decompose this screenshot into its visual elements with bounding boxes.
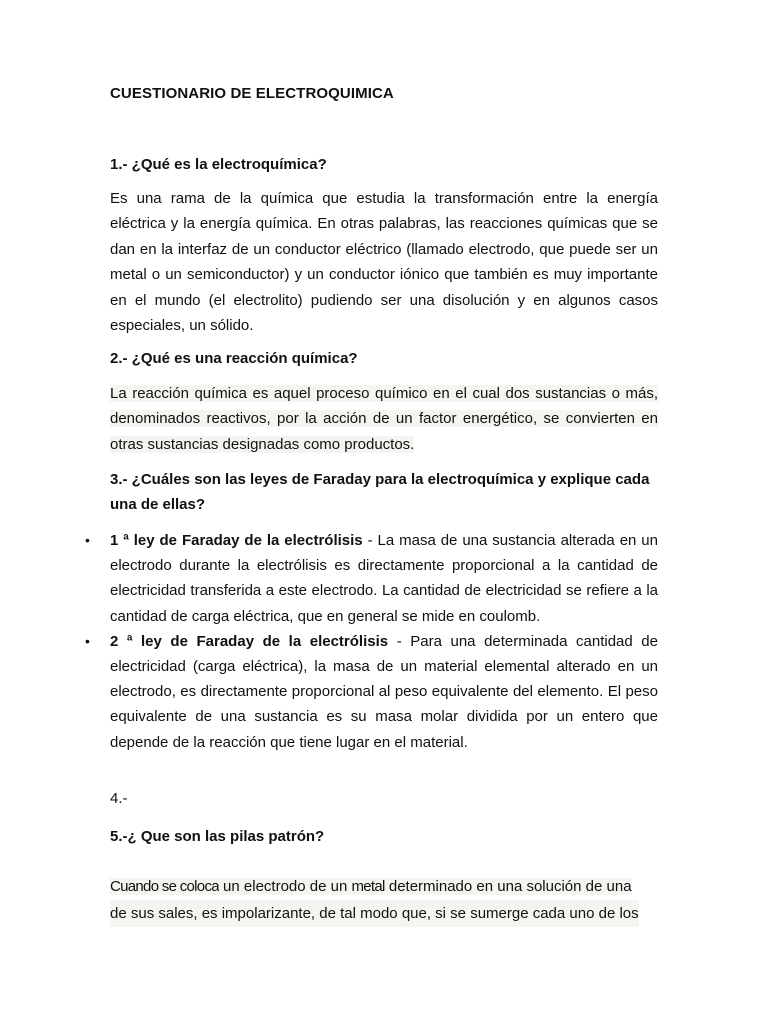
document-title: CUESTIONARIO DE ELECTROQUIMICA	[110, 85, 394, 102]
bullet-icon: •	[85, 632, 90, 649]
answer-5-part-a: Cuando se coloca	[110, 878, 219, 895]
answer-5-line-2: de sus sales, es impolarizante, de tal modo que, si se sumerge cada uno de los	[110, 900, 639, 927]
answer-5-line-1	[110, 873, 658, 900]
question-4: 4.-	[110, 790, 128, 807]
answer-5	[110, 873, 658, 927]
answer-1: Es una rama de la química que estudia la transformación entre la energía eléctrica y la energía química. En otras palabras, las reacciones químicas que se dan en la interfaz de un conductor eléctrico (llamado electrodo, que puede ser un metal o un semiconductor) y un conductor iónico que también es muy importante en el mundo (el electrolito) pudiendo ser una disolución y en algunos casos especiales, un sólido.	[110, 190, 658, 335]
question-2: 2.- ¿Qué es una reacción química?	[110, 350, 358, 367]
law-1-name: 1 ª ley de Faraday de la electrólisis	[110, 532, 363, 549]
question-3: 3.- ¿Cuáles son las leyes de Faraday para la electroquímica y explique cada una de ellas?	[110, 471, 650, 513]
law-1-text: - La masa de una sustancia alterada en un electrodo durante la electrólisis es directamente proporcional a la cantidad de electricidad transferida a este electrodo. La cantidad de electricidad se refiere a la cantidad de carga eléctrica, que en general se mide en coulomb.	[110, 532, 658, 625]
answer-2	[110, 381, 658, 457]
answer-5-part-b: un electrodo de un	[218, 878, 352, 895]
list-item-law-2	[85, 629, 658, 755]
list-item-law-1	[85, 528, 658, 629]
question-1: 1.- ¿Qué es la electroquímica?	[110, 156, 327, 173]
law-2-name: 2 ª ley de Faraday de la electrólisis	[110, 632, 389, 650]
answer-2-text: La reacción química es aquel proceso químico en el cual dos sustancias o más, denominados reactivos, por la acción de un factor energético, se convierten en otras sustancias designadas como productos.	[110, 385, 658, 453]
bullet-icon: •	[85, 532, 90, 548]
question-5: 5.-¿ Que son las pilas patrón?	[110, 828, 325, 845]
faraday-laws-list	[85, 528, 658, 755]
answer-5-part-c: metal	[351, 878, 385, 895]
law-2-text: - Para una determinada cantidad de electricidad (carga eléctrica), la masa de un material elemental alterado en un electrodo, es directamente proporcional al peso equivalente del elemento. El peso equivalente de una sustancia es su masa molar dividida por un entero que depende de la reacción que tiene lugar en el material.	[110, 632, 658, 751]
answer-5-part-d: determinado en una solución de una	[384, 878, 632, 895]
